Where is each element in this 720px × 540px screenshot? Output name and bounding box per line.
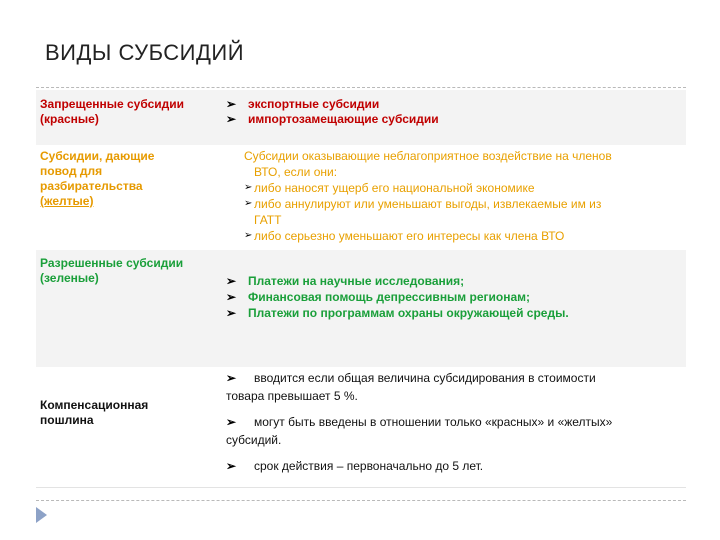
list-item-continuation: субсидий.	[226, 433, 282, 447]
arrowhead-icon: ➢	[226, 290, 237, 304]
row-content-prohibited	[226, 97, 686, 127]
label-line: (красные)	[40, 112, 99, 126]
arrowhead-icon: ➢	[244, 230, 253, 241]
row-divider	[36, 487, 686, 488]
list-item	[244, 180, 689, 196]
list-item	[226, 112, 686, 127]
intro-text: ВТО, если они:	[254, 165, 338, 179]
list-item	[244, 228, 689, 244]
arrowhead-icon: ➢	[226, 371, 237, 385]
label-line: разбирательства	[40, 179, 143, 193]
list-item-text: либо серьезно уменьшают его интересы как члена ВТО	[254, 229, 565, 243]
row-label-actionable	[40, 149, 210, 209]
label-line: (зеленые)	[40, 271, 99, 285]
list-item-text: Финансовая помощь депрессивным регионам;	[248, 290, 531, 304]
table-row-actionable	[36, 145, 686, 250]
row-label-countervailing	[40, 398, 210, 428]
list-item	[226, 273, 686, 289]
list-item	[226, 457, 688, 475]
list-item-continuation: товара превышает 5 %.	[226, 389, 358, 403]
list-item-text: либо аннулируют или уменьшают выгоды, извлекаемые им из	[254, 197, 602, 211]
arrowhead-icon: ➢	[244, 198, 253, 209]
list-item	[226, 369, 688, 387]
list-item-text: срок действия – первоначально до 5 лет.	[254, 459, 484, 473]
arrowhead-icon: ➢	[226, 112, 237, 126]
arrowhead-icon: ➢	[226, 97, 237, 111]
list-item	[226, 97, 686, 112]
list-item-text: вводится если общая величина субсидирования в стоимости	[254, 371, 596, 385]
list-item-text: импортозамещающие субсидии	[248, 112, 439, 126]
arrowhead-icon: ➢	[226, 459, 237, 473]
list-item-text: могут быть введены в отношении только «красных» и «желтых»	[254, 415, 613, 429]
label-line: пошлина	[40, 413, 94, 427]
table-row-permitted	[36, 250, 686, 367]
row-label-permitted	[40, 256, 210, 286]
top-divider	[36, 87, 686, 88]
row-label-prohibited	[40, 97, 210, 127]
intro-text: Субсидии оказывающие неблагоприятное воздействие на членов	[244, 149, 612, 163]
arrowhead-icon: ➢	[226, 306, 237, 320]
bottom-divider	[36, 500, 686, 501]
row-content-countervailing	[226, 369, 688, 475]
list-item-text: Платежи по программам охраны окружающей среды.	[248, 306, 569, 320]
row-content-permitted	[226, 273, 686, 321]
list-item-continuation: ГАТТ	[254, 213, 282, 227]
list-item	[226, 305, 686, 321]
list-item	[226, 413, 688, 431]
table-row-countervailing	[36, 367, 686, 487]
label-line: Разрешенные субсидии	[40, 256, 184, 270]
label-line: (желтые)	[40, 194, 94, 208]
arrowhead-icon: ➢	[226, 415, 237, 429]
list-item-text: экспортные субсидии	[248, 97, 380, 111]
list-item-text: Платежи на научные исследования;	[248, 274, 465, 288]
label-line: повод для	[40, 164, 103, 178]
arrowhead-icon: ➢	[226, 274, 237, 288]
row-content-actionable	[244, 148, 689, 244]
label-line: Компенсационная	[40, 398, 149, 412]
table-row-prohibited	[36, 90, 686, 145]
list-item-text: либо наносят ущерб его национальной экономике	[254, 181, 535, 195]
triangle-icon	[36, 507, 47, 523]
label-line: Субсидии, дающие	[40, 149, 155, 163]
label-line: Запрещенные субсидии	[40, 97, 185, 111]
arrowhead-icon: ➢	[244, 182, 253, 193]
list-item	[244, 196, 689, 212]
list-item	[226, 289, 686, 305]
slide-title: ВИДЫ СУБСИДИЙ	[45, 40, 245, 65]
